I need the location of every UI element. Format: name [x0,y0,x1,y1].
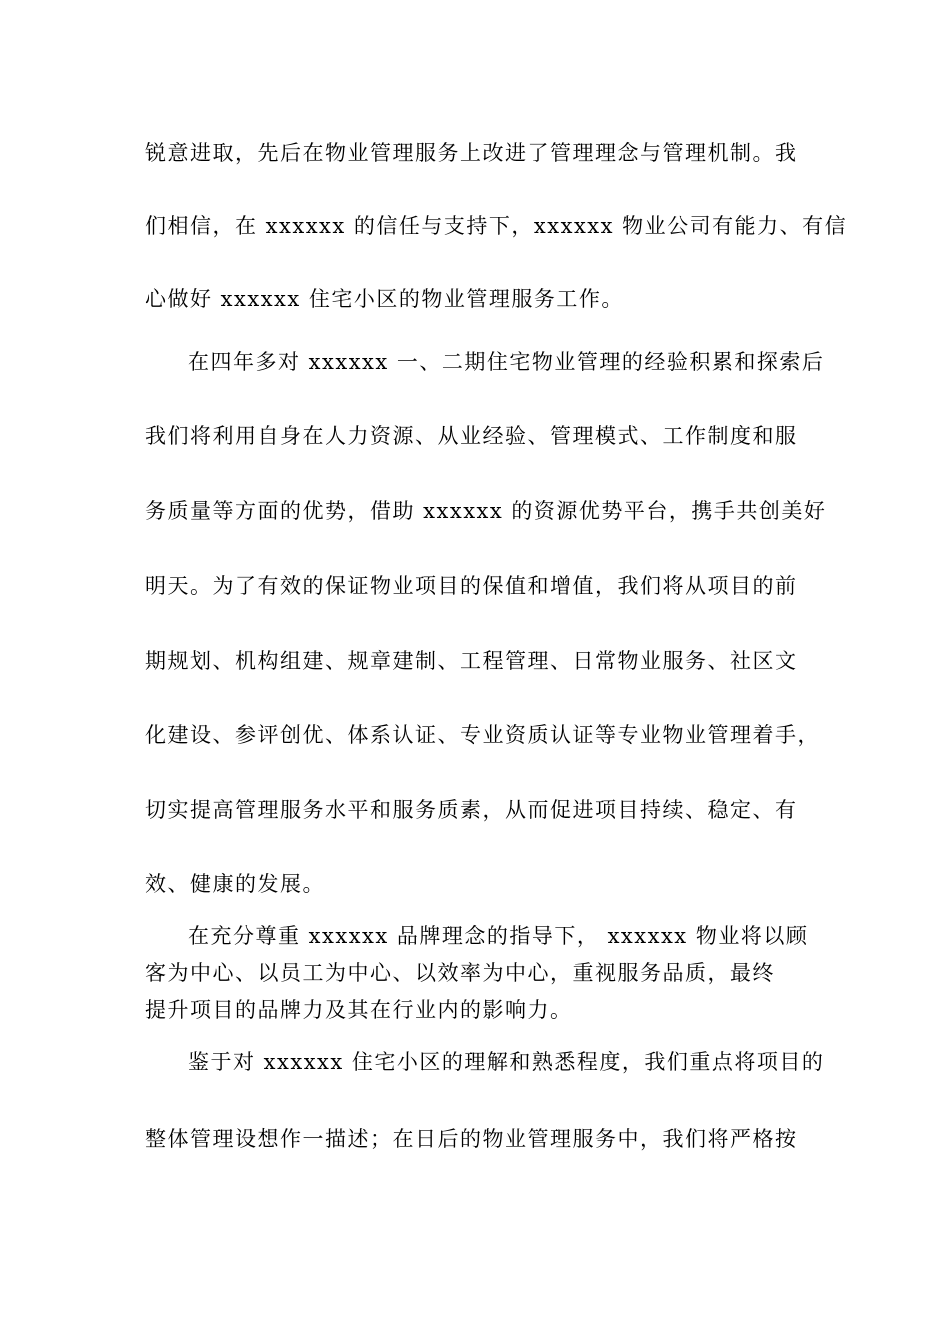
text-line-13: 客为中心、以员工为中心、以效率为中心，重视服务品质，最终 [145,961,775,985]
text-line-14: 提升项目的品牌力及其在行业内的影响力。 [145,998,573,1022]
text-line-11: 效、健康的发展。 [145,872,325,896]
text-line-2: 们相信，在 xxxxxx 的信任与支持下，xxxxxx 物业公司有能力、有信 [145,214,848,238]
text-line-10: 切实提高管理服务水平和服务质素，从而促进项目持续、稳定、有 [145,798,798,822]
text-line-8: 期规划、机构组建、规章建制、工程管理、日常物业服务、社区文 [145,649,798,673]
text-line-4: 在四年多对 xxxxxx 一、二期住宅物业管理的经验积累和探索后 [188,350,825,374]
text-line-7: 明天。为了有效的保证物业项目的保值和增值，我们将从项目的前 [145,574,798,598]
text-line-16: 整体管理设想作一描述；在日后的物业管理服务中，我们将严格按 [145,1127,798,1151]
text-line-1: 锐意进取，先后在物业管理服务上改进了管理理念与管理机制。我 [145,141,798,165]
text-line-6: 务质量等方面的优势，借助 xxxxxx 的资源优势平台，携手共创美好 [145,499,827,523]
text-line-12: 在充分尊重 xxxxxx 品牌理念的指导下， xxxxxx 物业将以顾 [188,924,809,948]
text-line-15: 鉴于对 xxxxxx 住宅小区的理解和熟悉程度，我们重点将项目的 [188,1050,825,1074]
text-line-3: 心做好 xxxxxx 住宅小区的物业管理服务工作。 [145,287,624,311]
text-line-9: 化建设、参评创优、体系认证、专业资质认证等专业物业管理着手， [145,723,820,747]
text-line-5: 我们将利用自身在人力资源、从业经验、管理模式、工作制度和服 [145,424,798,448]
